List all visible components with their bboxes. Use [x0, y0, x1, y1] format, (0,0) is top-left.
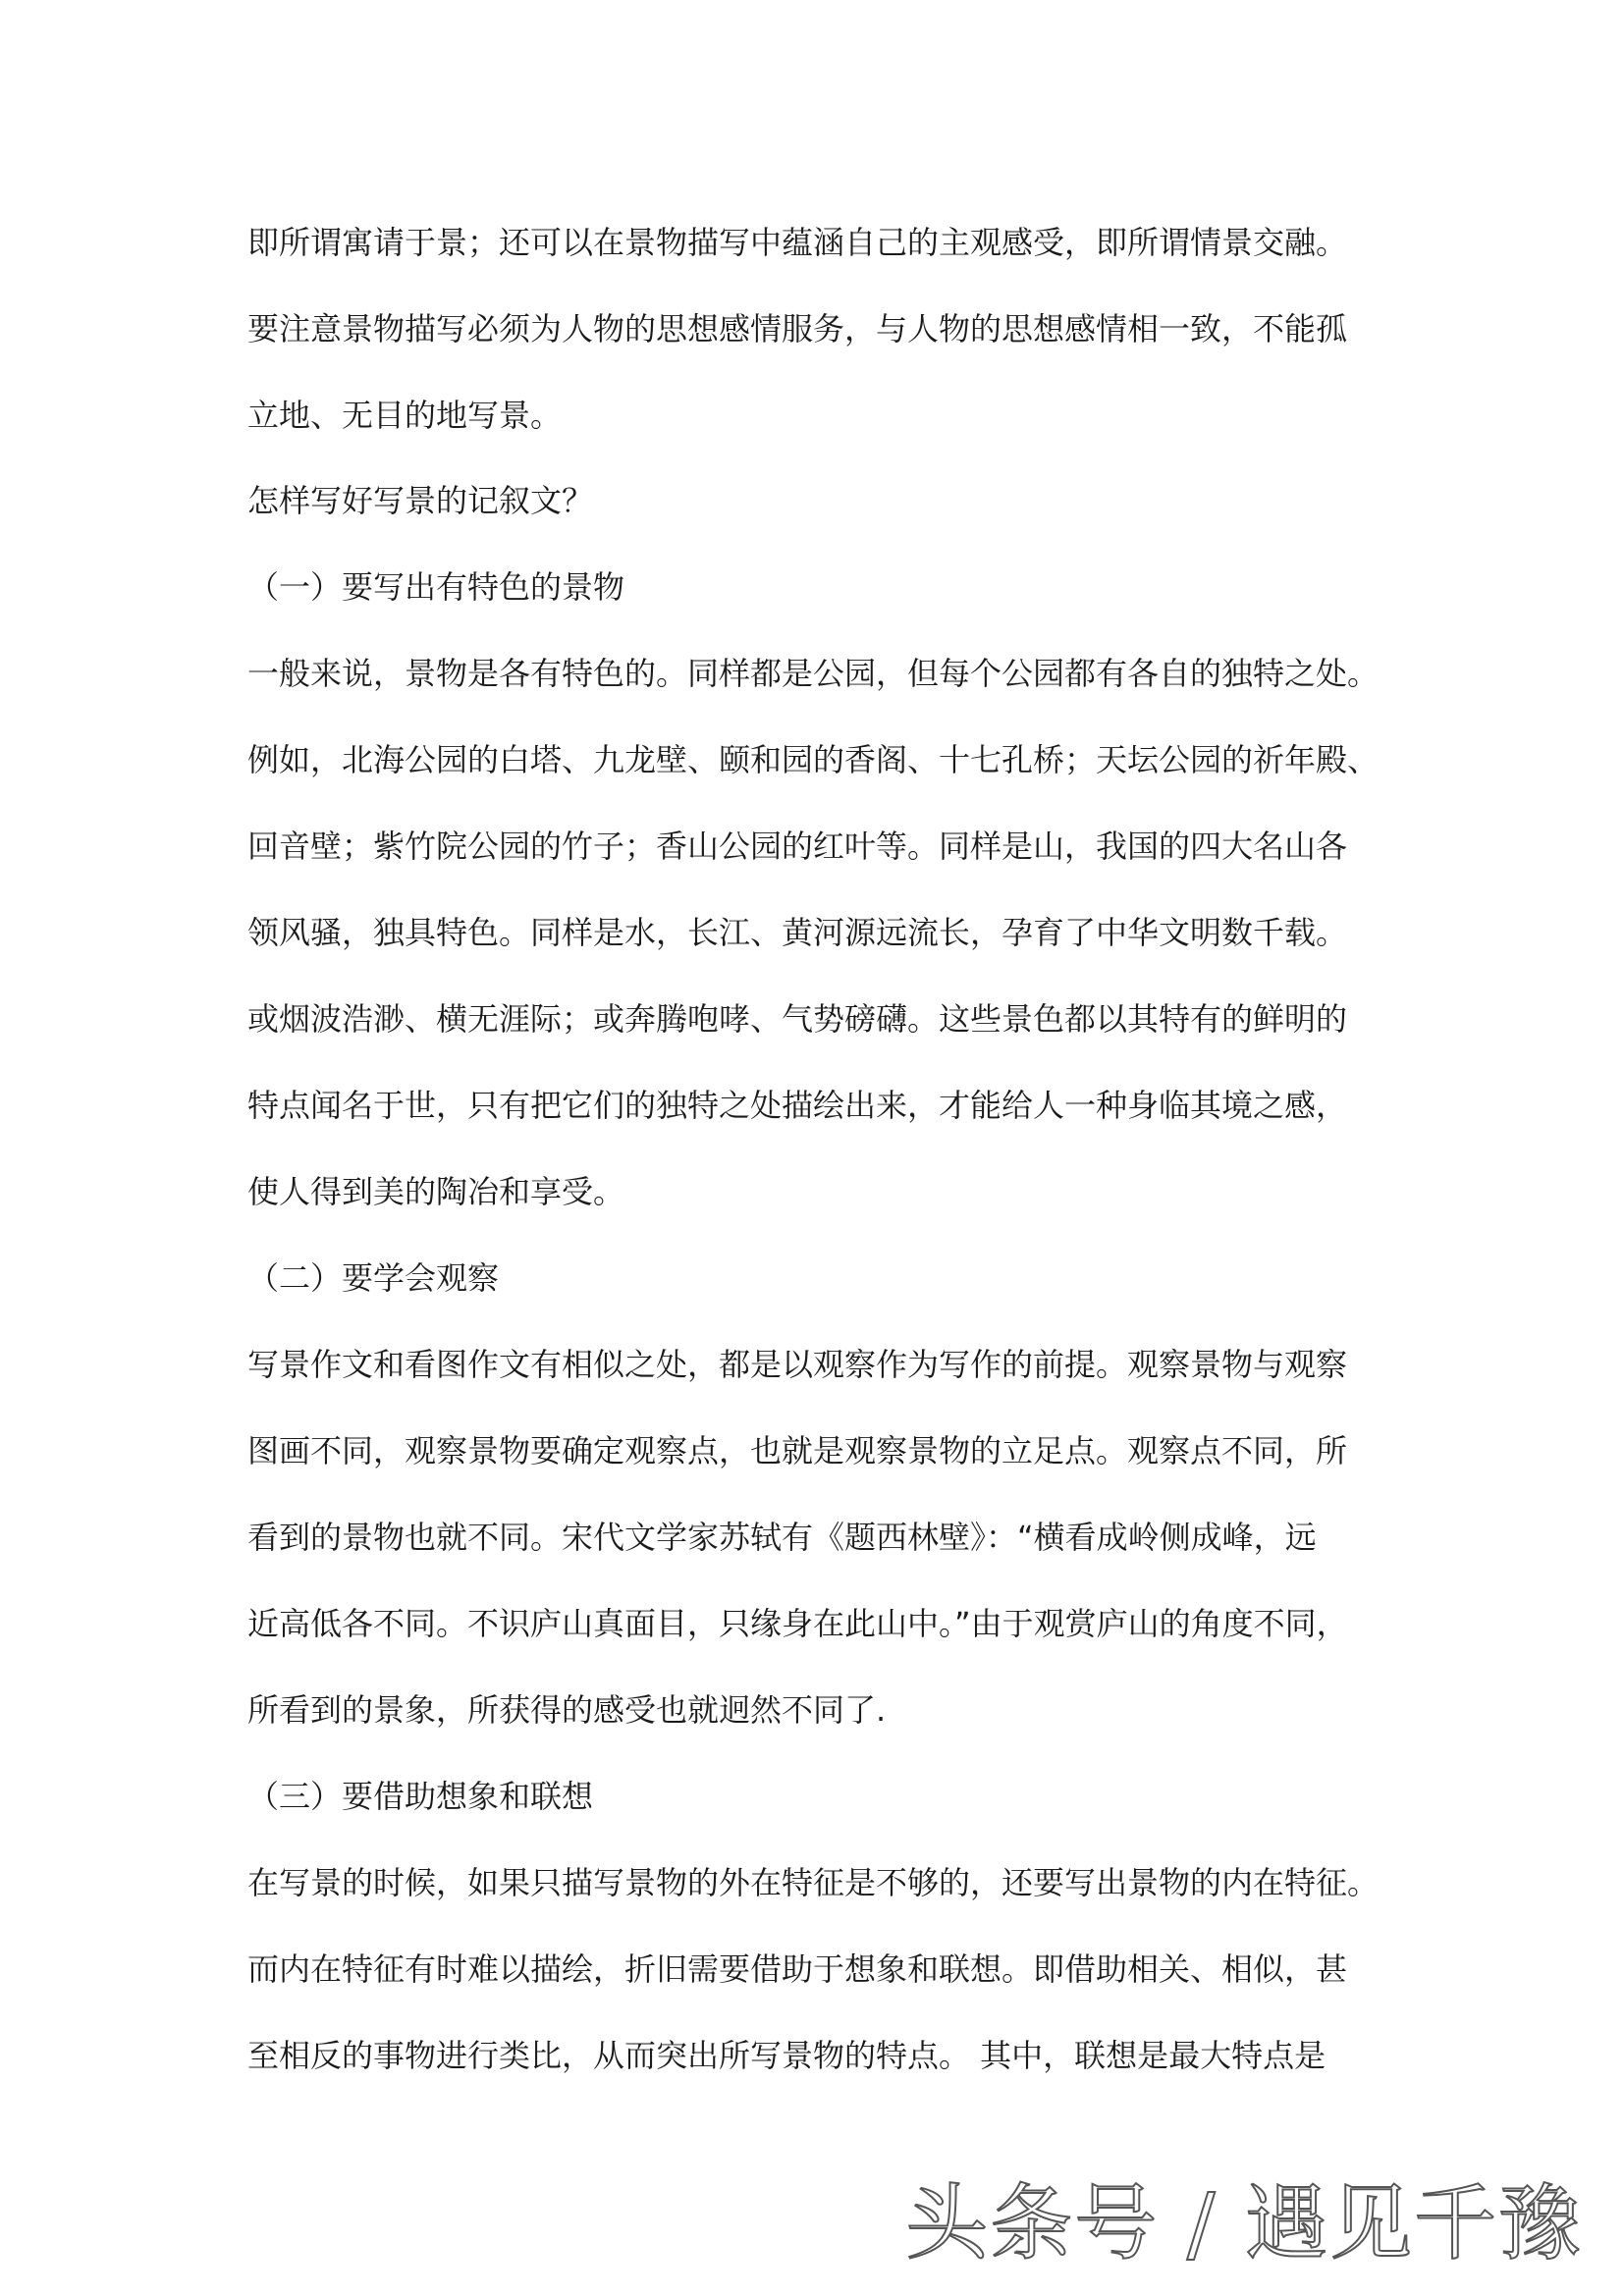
text-line-20: 在写景的时候，如果只描写景物的外在特征是不够的，还要写出景物的内在特征。 — [247, 1864, 1380, 1901]
text-line-6: 一般来说，景物是各有特色的。同样都是公园，但每个公园都有各自的独特之处。 — [247, 655, 1380, 692]
text-line-22: 至相反的事物进行类比，从而突出所写景物的特点。 其中，联想是最大特点是 — [247, 2037, 1326, 2074]
section-question: 怎样写好写景的记叙文？ — [247, 482, 594, 519]
text-line-14: 写景作文和看图作文有相似之处，都是以观察作为写作的前提。观察景物与观察 — [247, 1346, 1348, 1383]
text-line-11: 特点闻名于世，只有把它们的独特之处描绘出来，才能给人一种身临其境之感， — [247, 1087, 1348, 1124]
text-line-1: 即所谓寓请于景；还可以在景物描写中蕴涵自己的主观感受，即所谓情景交融。 — [247, 224, 1348, 261]
text-line-10: 或烟波浩渺、横无涯际；或奔腾咆哮、气势磅礴。这些景色都以其特有的鲜明的 — [247, 1000, 1348, 1038]
text-line-3: 立地、无目的地写景。 — [247, 397, 563, 434]
heading-section-3: （三）要借助想象和联想 — [247, 1778, 594, 1815]
text-line-15: 图画不同，观察景物要确定观察点，也就是观察景物的立足点。观察点不同，所 — [247, 1432, 1348, 1469]
text-line-9: 领风骚，独具特色。同样是水，长江、黄河源远流长，孕育了中华文明数千载。 — [247, 914, 1348, 951]
heading-section-2: （二）要学会观察 — [247, 1259, 500, 1297]
watermark-text: 头条号 / 遇见千豫 — [905, 2175, 1583, 2271]
text-line-16: 看到的景物也就不同。宋代文学家苏轼有《题西林壁》：“横看成岭侧成峰，远 — [247, 1519, 1317, 1556]
text-line-17: 近高低各不同。不识庐山真面目，只缘身在此山中。”由于观赏庐山的角度不同， — [247, 1605, 1348, 1642]
text-line-7: 例如，北海公园的白塔、九龙壁、颐和园的香阁、十七孔桥；天坛公园的祈年殿、 — [247, 741, 1380, 778]
text-line-18: 所看到的景象，所获得的感受也就迥然不同了. — [247, 1691, 887, 1729]
heading-section-1: （一）要写出有特色的景物 — [247, 568, 625, 606]
text-line-12: 使人得到美的陶冶和享受。 — [247, 1173, 625, 1210]
text-line-2: 要注意景物描写必须为人物的思想感情服务，与人物的思想感情相一致，不能孤 — [247, 310, 1348, 347]
text-line-8: 回音壁；紫竹院公园的竹子；香山公园的红叶等。同样是山，我国的四大名山各 — [247, 828, 1348, 865]
text-line-21: 而内在特征有时难以描绘，折旧需要借助于想象和联想。即借助相关、相似，甚 — [247, 1950, 1348, 1988]
